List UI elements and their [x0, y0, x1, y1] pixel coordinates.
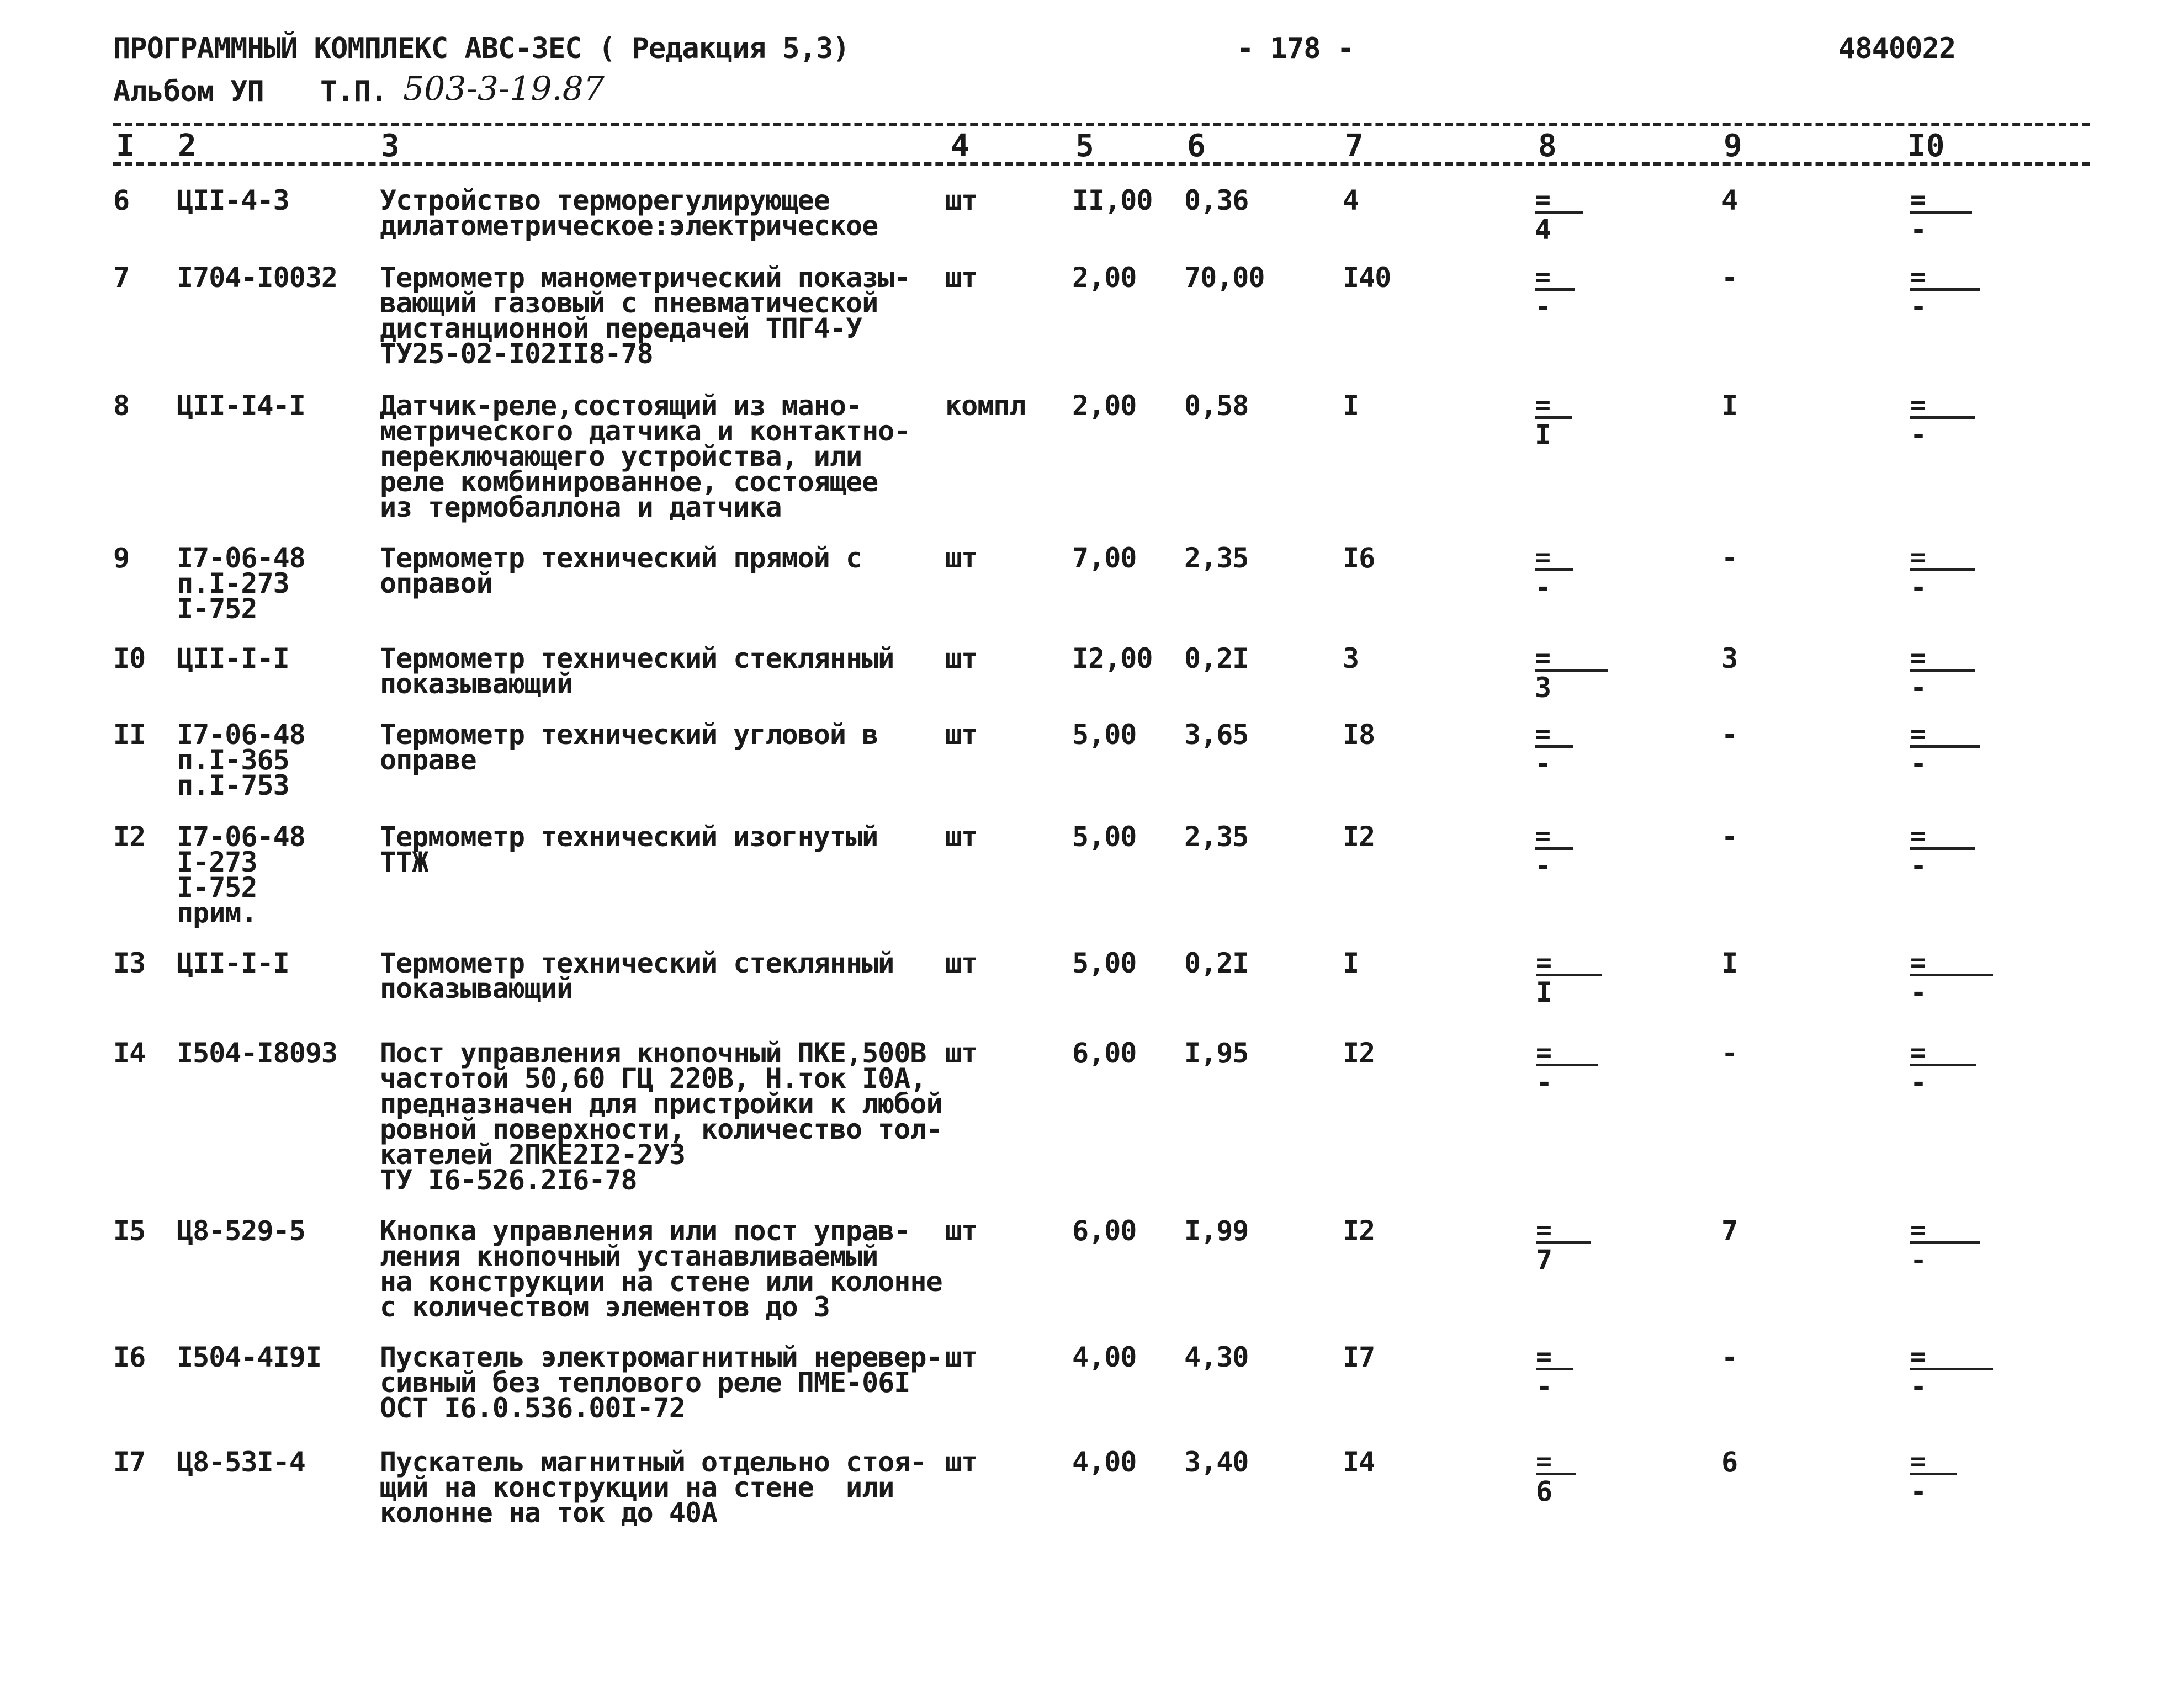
- unit-of-measure: шт: [945, 1215, 978, 1247]
- fraction-denominator: 6: [1536, 1475, 1553, 1507]
- price-code: ЦII-4-3: [177, 184, 289, 216]
- row-number: 9: [113, 542, 130, 574]
- quantity: II,00: [1072, 184, 1153, 216]
- row-number: 8: [113, 390, 130, 422]
- column-9-value: I: [1721, 390, 1738, 422]
- fraction-numerator: =: [1910, 947, 1926, 978]
- fraction-denominator: -: [1535, 748, 1552, 780]
- fraction-denominator: -: [1536, 1066, 1553, 1098]
- fraction-denominator: -: [1535, 850, 1552, 882]
- column-9-value: 6: [1721, 1446, 1738, 1478]
- unit-of-measure: шт: [945, 262, 978, 294]
- column-10-fraction: [1910, 719, 1971, 791]
- price-code: I704-I0032: [177, 262, 338, 294]
- total-value: I6: [1343, 542, 1375, 574]
- fraction-denominator: 7: [1536, 1244, 1553, 1276]
- unit-of-measure: шт: [945, 1037, 978, 1069]
- item-description: Термометр технический стеклянный показывающий: [380, 947, 894, 1005]
- column-10-fraction: [1910, 1341, 1971, 1414]
- fraction-denominator: -: [1910, 748, 1927, 780]
- price-code: Ц8-529-5: [177, 1215, 305, 1247]
- fraction-numerator: =: [1536, 947, 1552, 978]
- price-code: ЦII-I-I: [177, 642, 289, 674]
- column-10-fraction: [1910, 1446, 1971, 1519]
- unit-of-measure: шт: [945, 1341, 978, 1373]
- column-number: 6: [1187, 128, 1206, 164]
- column-10-fraction: [1910, 1215, 1971, 1288]
- fraction-numerator: =: [1536, 1215, 1552, 1246]
- column-8-fraction: [1535, 542, 1595, 615]
- item-description: Пускатель магнитный отдельно стоя- щий на конструкции на стене или колонне на ток до 40А: [380, 1446, 926, 1529]
- total-value: I8: [1343, 719, 1375, 751]
- unit-of-measure: шт: [945, 642, 978, 674]
- unit-of-measure: шт: [945, 719, 978, 751]
- unit-price: 0,36: [1184, 184, 1249, 216]
- album-label: Альбом УП: [113, 75, 264, 108]
- column-8-fraction: [1536, 1341, 1597, 1414]
- fraction-numerator: =: [1535, 821, 1551, 852]
- item-description: Термометр манометрический показы- вающий газовый с пневматической дистанционной передачей ТПГ4-У ТУ25-02-I02II8-78: [380, 262, 910, 370]
- column-10-fraction: [1910, 184, 1971, 257]
- row-number: I5: [113, 1215, 146, 1247]
- fraction-denominator: I: [1536, 976, 1553, 1008]
- fraction-denominator: 3: [1535, 672, 1552, 704]
- unit-of-measure: шт: [945, 1446, 978, 1478]
- row-number: I7: [113, 1446, 146, 1478]
- column-number: 4: [951, 128, 969, 164]
- fraction-numerator: =: [1910, 1446, 1926, 1477]
- item-description: Термометр технический прямой с оправой: [380, 542, 862, 599]
- fraction-denominator: -: [1910, 1475, 1927, 1507]
- item-description: Датчик-реле,состоящий из мано- метрического датчика и контактно- переключающего устройства, или реле комбинированное, состоящее из термобаллона и датчика: [380, 390, 910, 523]
- tp-label: Т.П.: [320, 75, 388, 108]
- quantity: 5,00: [1072, 947, 1137, 979]
- item-description: Термометр технический угловой в оправе: [380, 719, 878, 776]
- fraction-numerator: =: [1910, 719, 1926, 750]
- column-8-fraction: [1535, 719, 1595, 791]
- column-10-fraction: [1910, 642, 1971, 715]
- fraction-denominator: -: [1535, 291, 1552, 323]
- column-number: 9: [1724, 128, 1742, 164]
- fraction-denominator: -: [1536, 1370, 1553, 1402]
- price-code: I7-06-48 п.I-365 п.I-753: [177, 719, 305, 801]
- fraction-denominator: I: [1535, 419, 1552, 451]
- fraction-numerator: =: [1535, 542, 1551, 573]
- unit-of-measure: шт: [945, 821, 978, 853]
- total-value: I7: [1343, 1341, 1375, 1373]
- fraction-numerator: =: [1910, 642, 1926, 673]
- fraction-numerator: =: [1910, 1341, 1926, 1372]
- column-8-fraction: [1536, 947, 1597, 1020]
- fraction-denominator: -: [1910, 291, 1927, 323]
- page-number: - 178 -: [1237, 32, 1354, 65]
- quantity: 4,00: [1072, 1446, 1137, 1478]
- quantity: 6,00: [1072, 1215, 1137, 1247]
- quantity: 4,00: [1072, 1341, 1137, 1373]
- column-9-value: -: [1721, 1037, 1738, 1069]
- row-number: 7: [113, 262, 130, 294]
- total-value: I40: [1343, 262, 1391, 294]
- fraction-numerator: =: [1535, 642, 1551, 673]
- tp-number-handwritten: 503-3-19.87: [403, 70, 605, 108]
- unit-price: 0,2I: [1184, 947, 1249, 979]
- total-value: I2: [1343, 1037, 1375, 1069]
- fraction-numerator: =: [1910, 1037, 1926, 1068]
- fraction-numerator: =: [1535, 719, 1551, 750]
- row-number: II: [113, 719, 146, 751]
- fraction-numerator: =: [1535, 184, 1551, 215]
- fraction-numerator: =: [1910, 184, 1926, 215]
- column-10-fraction: [1910, 542, 1971, 615]
- unit-price: 0,2I: [1184, 642, 1249, 674]
- unit-of-measure: шт: [945, 542, 978, 574]
- column-number: 2: [178, 128, 197, 164]
- unit-price: 3,65: [1184, 719, 1249, 751]
- unit-price: 0,58: [1184, 390, 1249, 422]
- fraction-numerator: =: [1910, 821, 1926, 852]
- unit-price: 4,30: [1184, 1341, 1249, 1373]
- price-code: I504-I8093: [177, 1037, 338, 1069]
- total-value: I2: [1343, 821, 1375, 853]
- unit-of-measure: шт: [945, 947, 978, 979]
- row-number: I3: [113, 947, 146, 979]
- fraction-denominator: -: [1910, 571, 1927, 603]
- fraction-numerator: =: [1535, 262, 1551, 293]
- total-value: I: [1343, 390, 1359, 422]
- fraction-numerator: =: [1910, 262, 1926, 293]
- item-description: Пост управления кнопочный ПКЕ,500В частотой 50,60 ГЦ 220В, Н.ток I0А, предназначен для пристройки к любой ровной поверхности, количество тол- кателей 2ПКЕ2I2-2УЗ ТУ I6-526.2I6-78: [380, 1037, 942, 1196]
- price-code: Ц8-53I-4: [177, 1446, 305, 1478]
- quantity: 7,00: [1072, 542, 1137, 574]
- column-10-fraction: [1910, 390, 1971, 463]
- fraction-numerator: =: [1536, 1341, 1552, 1372]
- column-8-fraction: [1536, 1037, 1597, 1110]
- quantity: I2,00: [1072, 642, 1153, 674]
- item-description: Кнопка управления или пост управ- ления кнопочный устанавливаемый на конструкции на стене или колонне с количеством элементов до 3: [380, 1215, 942, 1323]
- fraction-numerator: =: [1910, 542, 1926, 573]
- column-8-fraction: [1535, 262, 1595, 334]
- price-code: I7-06-48 п.I-273 I-752: [177, 542, 305, 625]
- quantity: 5,00: [1072, 719, 1137, 751]
- column-number: I: [116, 128, 135, 164]
- column-8-fraction: [1535, 642, 1595, 715]
- quantity: 2,00: [1072, 390, 1137, 422]
- total-value: I4: [1343, 1446, 1375, 1478]
- total-value: 3: [1343, 642, 1359, 674]
- column-8-fraction: [1535, 821, 1595, 894]
- fraction-denominator: -: [1910, 419, 1927, 451]
- item-description: Устройство терморегулирующее дилатометрическое:электрическое: [380, 184, 878, 242]
- row-number: I0: [113, 642, 146, 674]
- price-code: ЦII-I-I: [177, 947, 289, 979]
- column-8-fraction: [1536, 1215, 1597, 1288]
- unit-price: 3,40: [1184, 1446, 1249, 1478]
- price-code: I7-06-48 I-273 I-752 прим.: [177, 821, 305, 929]
- fraction-denominator: -: [1910, 976, 1927, 1008]
- item-description: Термометр технический стеклянный показывающий: [380, 642, 894, 700]
- column-number: 7: [1345, 128, 1364, 164]
- total-value: 4: [1343, 184, 1359, 216]
- column-number: 8: [1538, 128, 1557, 164]
- fraction-denominator: -: [1535, 571, 1552, 603]
- column-10-fraction: [1910, 262, 1971, 334]
- row-number: I2: [113, 821, 146, 853]
- price-code: I504-4I9I: [177, 1341, 321, 1373]
- column-9-value: 4: [1721, 184, 1738, 216]
- column-number: I0: [1907, 128, 1945, 164]
- total-value: I2: [1343, 1215, 1375, 1247]
- column-9-value: 3: [1721, 642, 1738, 674]
- quantity: 6,00: [1072, 1037, 1137, 1069]
- row-number: 6: [113, 184, 130, 216]
- unit-price: I,99: [1184, 1215, 1249, 1247]
- column-10-fraction: [1910, 947, 1971, 1020]
- column-8-fraction: [1536, 1446, 1597, 1519]
- quantity: 2,00: [1072, 262, 1137, 294]
- item-description: Термометр технический изогнутый ТТЖ: [380, 821, 878, 878]
- column-number: 5: [1075, 128, 1094, 164]
- fraction-denominator: -: [1910, 850, 1927, 882]
- program-title: ПРОГРАММНЫЙ КОМПЛЕКС АВС-ЗЕС ( Редакция 5,3): [113, 32, 850, 65]
- column-9-value: -: [1721, 1341, 1738, 1373]
- column-10-fraction: [1910, 1037, 1971, 1110]
- unit-price: I,95: [1184, 1037, 1249, 1069]
- unit-of-measure: компл: [945, 390, 1026, 422]
- unit-of-measure: шт: [945, 184, 978, 216]
- fraction-denominator: -: [1910, 1066, 1927, 1098]
- fraction-denominator: -: [1910, 214, 1927, 246]
- document-number: 4840022: [1838, 32, 1956, 65]
- column-10-fraction: [1910, 821, 1971, 894]
- total-value: I: [1343, 947, 1359, 979]
- column-9-value: -: [1721, 719, 1738, 751]
- column-8-fraction: [1535, 390, 1595, 463]
- unit-price: 70,00: [1184, 262, 1265, 294]
- column-8-fraction: [1535, 184, 1595, 257]
- fraction-denominator: 4: [1535, 214, 1552, 246]
- unit-price: 2,35: [1184, 821, 1249, 853]
- column-number: 3: [381, 128, 400, 164]
- fraction-numerator: =: [1536, 1037, 1552, 1068]
- fraction-denominator: -: [1910, 672, 1927, 704]
- column-9-value: -: [1721, 542, 1738, 574]
- column-9-value: I: [1721, 947, 1738, 979]
- fraction-numerator: =: [1536, 1446, 1552, 1477]
- fraction-numerator: =: [1910, 1215, 1926, 1246]
- item-description: Пускатель электромагнитный неревер- сивный без теплового реле ПМЕ-06I ОСТ I6.0.536.00I-72: [380, 1341, 942, 1424]
- quantity: 5,00: [1072, 821, 1137, 853]
- column-9-value: -: [1721, 821, 1738, 853]
- column-9-value: 7: [1721, 1215, 1738, 1247]
- fraction-denominator: -: [1910, 1244, 1927, 1276]
- unit-price: 2,35: [1184, 542, 1249, 574]
- row-number: I6: [113, 1341, 146, 1373]
- row-number: I4: [113, 1037, 146, 1069]
- column-9-value: -: [1721, 262, 1738, 294]
- fraction-numerator: =: [1910, 390, 1926, 421]
- price-code: ЦII-I4-I: [177, 390, 305, 422]
- fraction-numerator: =: [1535, 390, 1551, 421]
- fraction-denominator: -: [1910, 1370, 1927, 1402]
